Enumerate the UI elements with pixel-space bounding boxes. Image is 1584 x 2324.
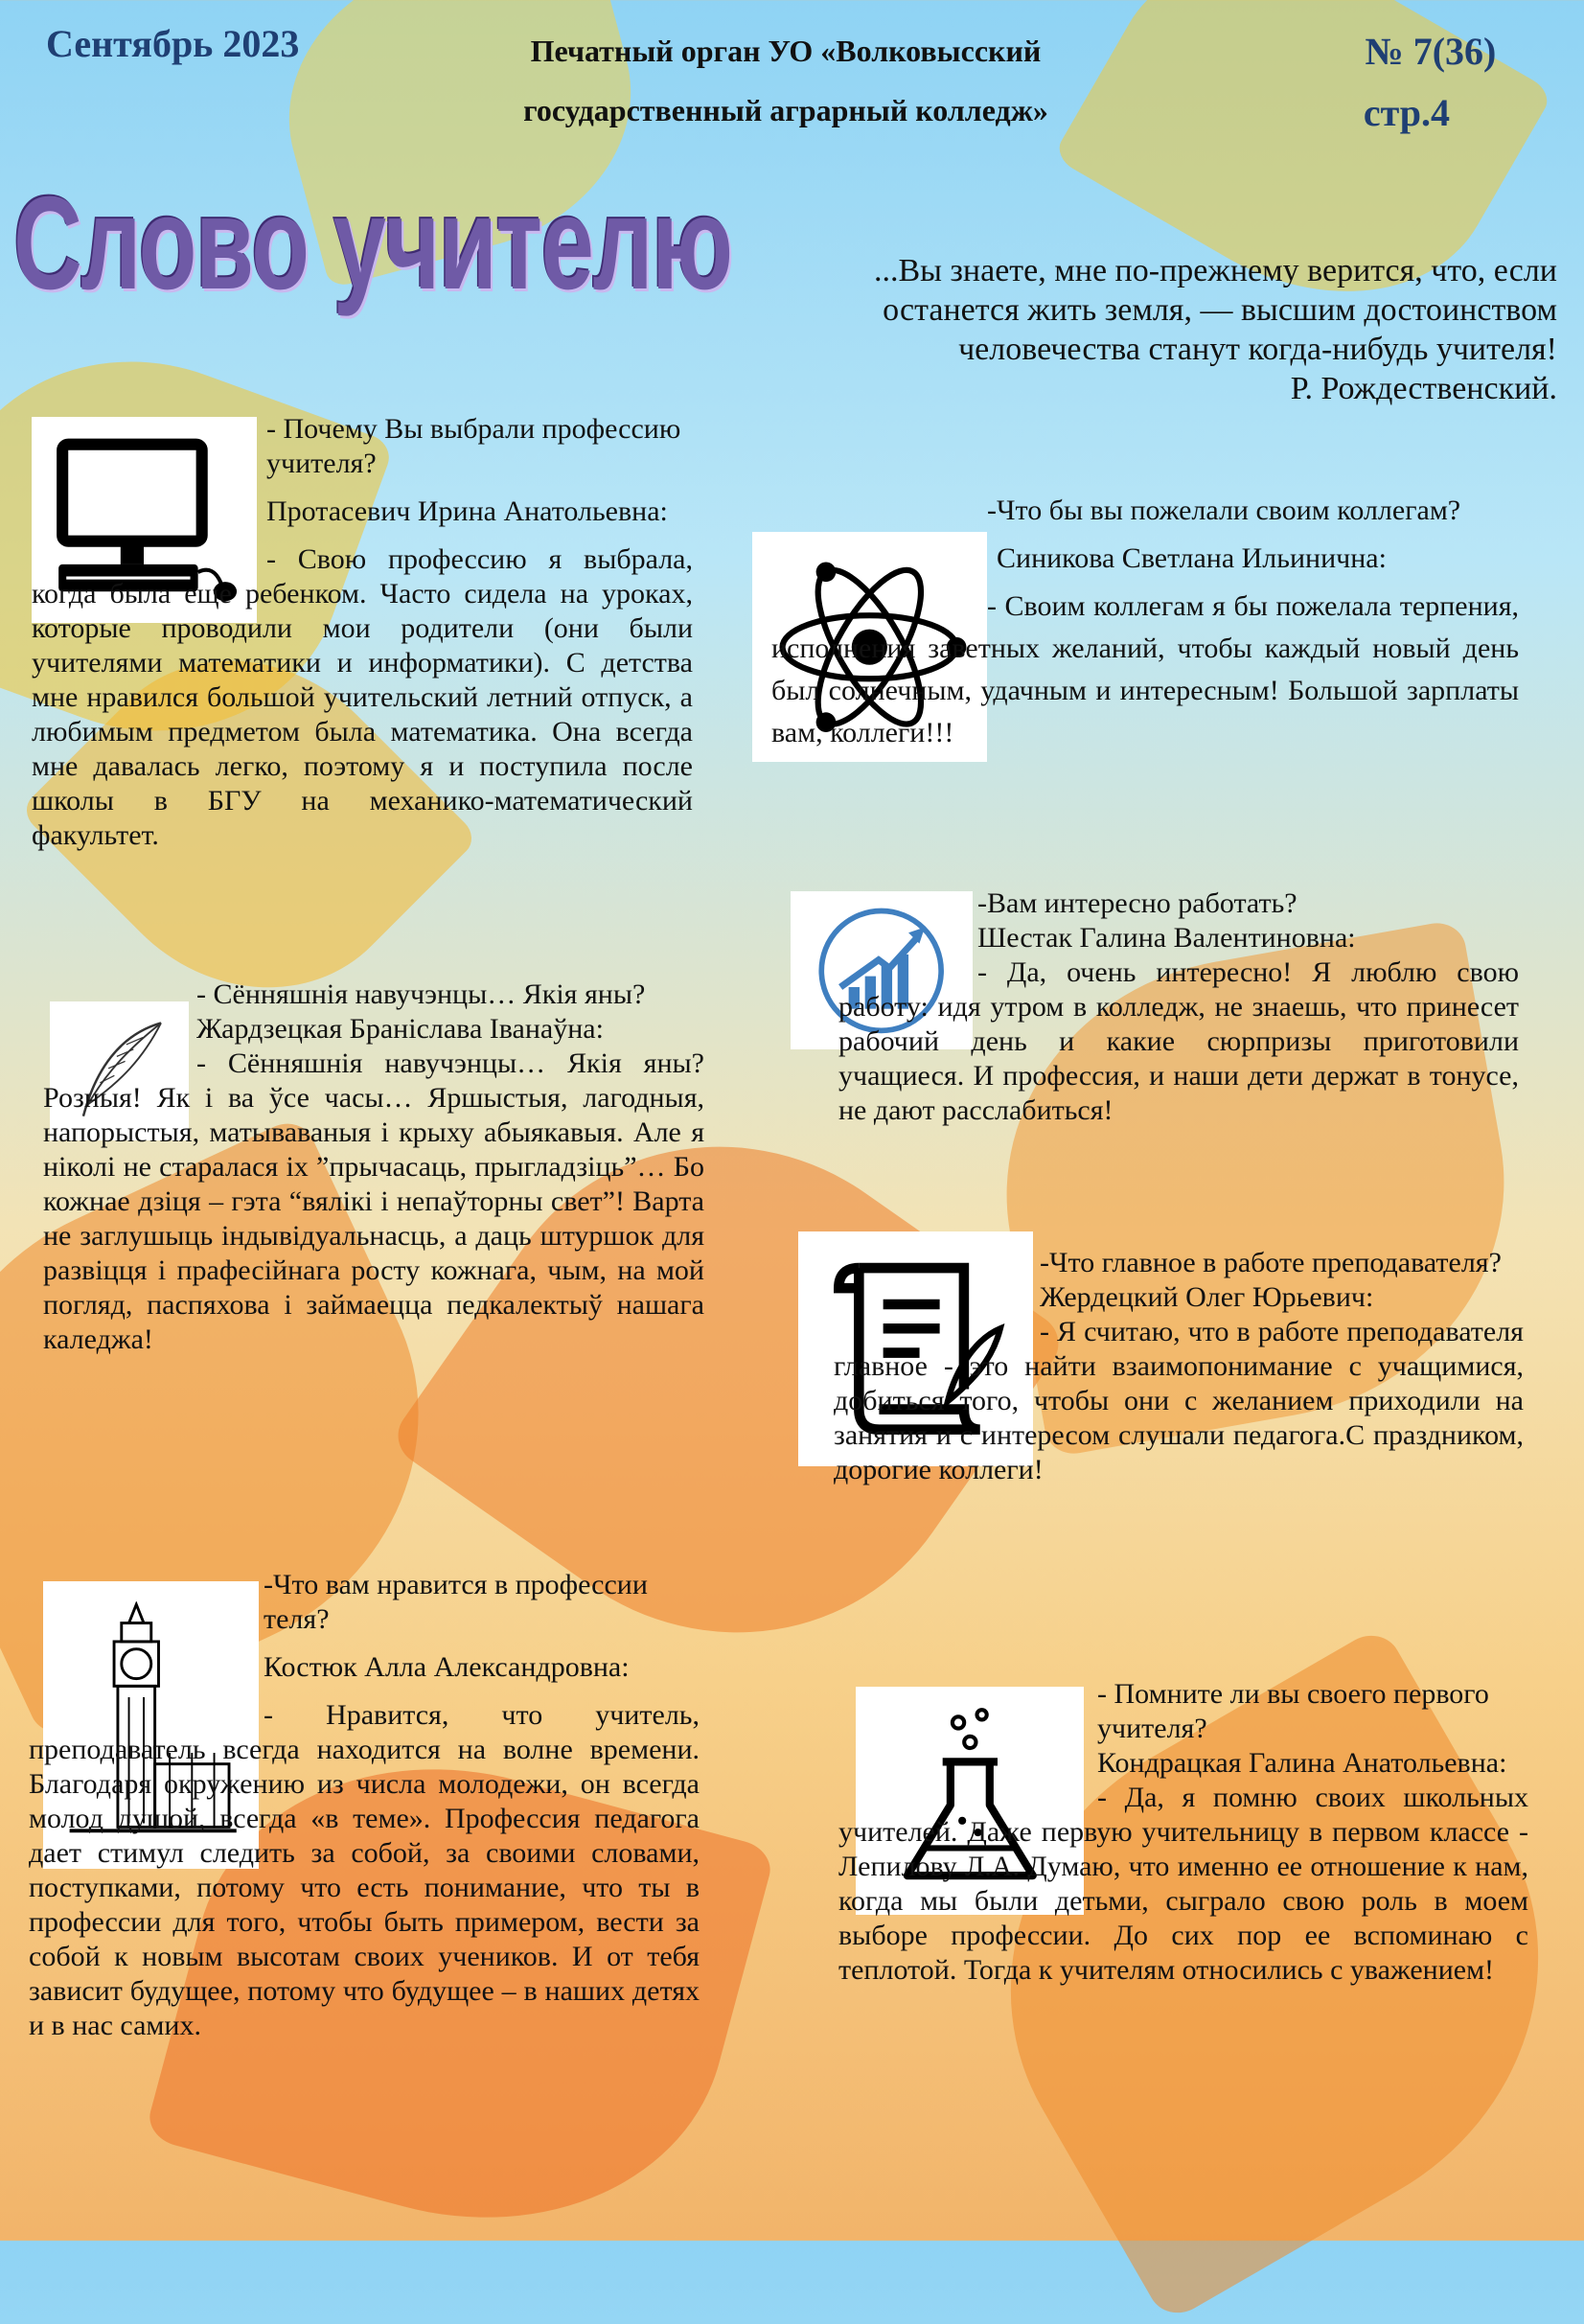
interview-7-answer: - Да, я помню своих школьных учителей. Даже первую учительницу в первом классе - Лепилову Л.А. Думаю, что именно ее отношение к нам, когда мы были детьми, сыграло свою роль в моем выборе профессии. До сих пор ее вспоминаю с теплотой. Тогда к учителям относились с уважением! xyxy=(838,1782,1528,1986)
interview-4-name: Шестак Галина Валентиновна: xyxy=(977,922,1356,954)
issue-date: Сентябрь 2023 xyxy=(46,22,300,65)
interview-4-question: -Вам интересно работать? xyxy=(977,887,1297,919)
interview-3-name: Жардзецкая Браніслава Іванаўна: xyxy=(196,1013,604,1045)
interview-1-answer: - Свою профессию я выбрала, когда была еще ребенком. Часто сидела на уроках, которые проводили мои родители (они были учителями математики и информатики). С детства мне нравился большой учительский летний отпуск, а любимым предметом была математика. Она всегда мне давалась легко, поэтому я и поступила после школы в БГУ на механико-математический факультет. xyxy=(32,543,693,851)
interview-7 xyxy=(838,1677,1528,1988)
interview-2-answer: - Своим коллегам я бы пожелала терпения, исполнения заветных желаний, чтобы каждый новый день был солнечным, удачным и интересным! Большой зарплаты вам, коллеги!!! xyxy=(771,590,1519,748)
interview-7-name: Кондрацкая Галина Анатольевна: xyxy=(1097,1747,1507,1779)
epigraph-text: ...Вы знаете, мне по-прежнему верится, что, если останется жить земля, — высшим достоинством человечества станут когда-нибудь учителя! xyxy=(873,253,1557,367)
interview-6 xyxy=(29,1568,700,2043)
epigraph xyxy=(771,251,1557,408)
interview-2 xyxy=(771,494,1519,754)
interview-5-name: Жердецкий Олег Юрьевич: xyxy=(1040,1281,1374,1313)
interview-1-question: - Почему Вы выбрали профессию учителя? xyxy=(266,413,681,479)
interview-3-answer: - Сённяшнія навучэнцы… Якія яны? Розныя! Як і ва ўсе часы… Яршыстыя, лагодныя, напорыстыя, матываваныя і крыху абыякавыя. Але я ніколі не старалася іх ”прычасаць, прыгладзіць”… Бо кожнае дзіця – гэта “вялікі і непаўторны свет”! Варта не заглушыць індывідуальнасць, а даць штуршок для развіцця і прафесійнага росту кожнага, чым, на мой погляд, паспяхова і займаецца педкалектыў нашага каледжа! xyxy=(43,1047,704,1355)
publisher xyxy=(402,21,1169,140)
interview-5 xyxy=(834,1246,1524,1487)
interview-5-answer: - Я считаю, что в работе преподавателя главное - это найти взаимопонимание с учащимися, добиться того, чтобы они с желанием приходили на занятия и с интересом слушали педагога.С праздником, дорогие коллеги! xyxy=(834,1316,1524,1485)
interview-6-name: Костюк Алла Александровна: xyxy=(264,1651,630,1683)
interview-1-name: Протасевич Ирина Анатольевна: xyxy=(266,495,668,527)
interview-6-answer: - Нравится, что учитель, преподаватель всегда находится на волне времени. Благодаря окружению из числа молодежи, он всегда молод душой, всегда «в теме». Профессия педагога дает стимул следить за собой, за своими словами, поступками, потому что есть понимание, что ты в профессии для того, чтобы быть примером, вести за собой к новым высотам своих учеников. И от тебя зависит будущее, потому что будущее – в наших детях и в нас самих. xyxy=(29,1699,700,2041)
publisher-line-1: Печатный орган УО «Волковысский xyxy=(530,34,1042,68)
issue-info xyxy=(1364,21,1536,144)
interview-1 xyxy=(32,412,693,853)
issue-number: № 7(36) xyxy=(1365,30,1497,73)
page-number: стр.4 xyxy=(1363,91,1450,134)
interview-4-answer: - Да, очень интересно! Я люблю свою работу: идя утром в колледж, не знаешь, что принесет рабочий день и какие сюрпризы приготовили учащиеся. И профессия, и наши дети держат в тонусе, не дают расслабиться! xyxy=(838,956,1519,1126)
interview-5-question: -Что главное в работе преподавателя? xyxy=(1040,1247,1502,1278)
interview-3 xyxy=(43,978,704,1357)
interview-7-question: - Помните ли вы своего первого учителя? xyxy=(1097,1678,1489,1744)
interview-2-question: -Что бы вы пожелали своим коллегам? xyxy=(987,495,1461,526)
publisher-line-2: государственный аграрный колледж» xyxy=(523,93,1048,127)
interview-3-question: - Сённяшнія навучэнцы… Якія яны? xyxy=(196,978,646,1010)
interview-4 xyxy=(838,886,1519,1128)
epigraph-author: Р. Рождественский. xyxy=(1290,371,1557,406)
page-title: Слово учителю xyxy=(13,170,732,317)
interview-2-name: Синикова Светлана Ильинична: xyxy=(997,542,1387,574)
interview-6-question: -Что вам нравится в профессии теля? xyxy=(264,1569,648,1635)
